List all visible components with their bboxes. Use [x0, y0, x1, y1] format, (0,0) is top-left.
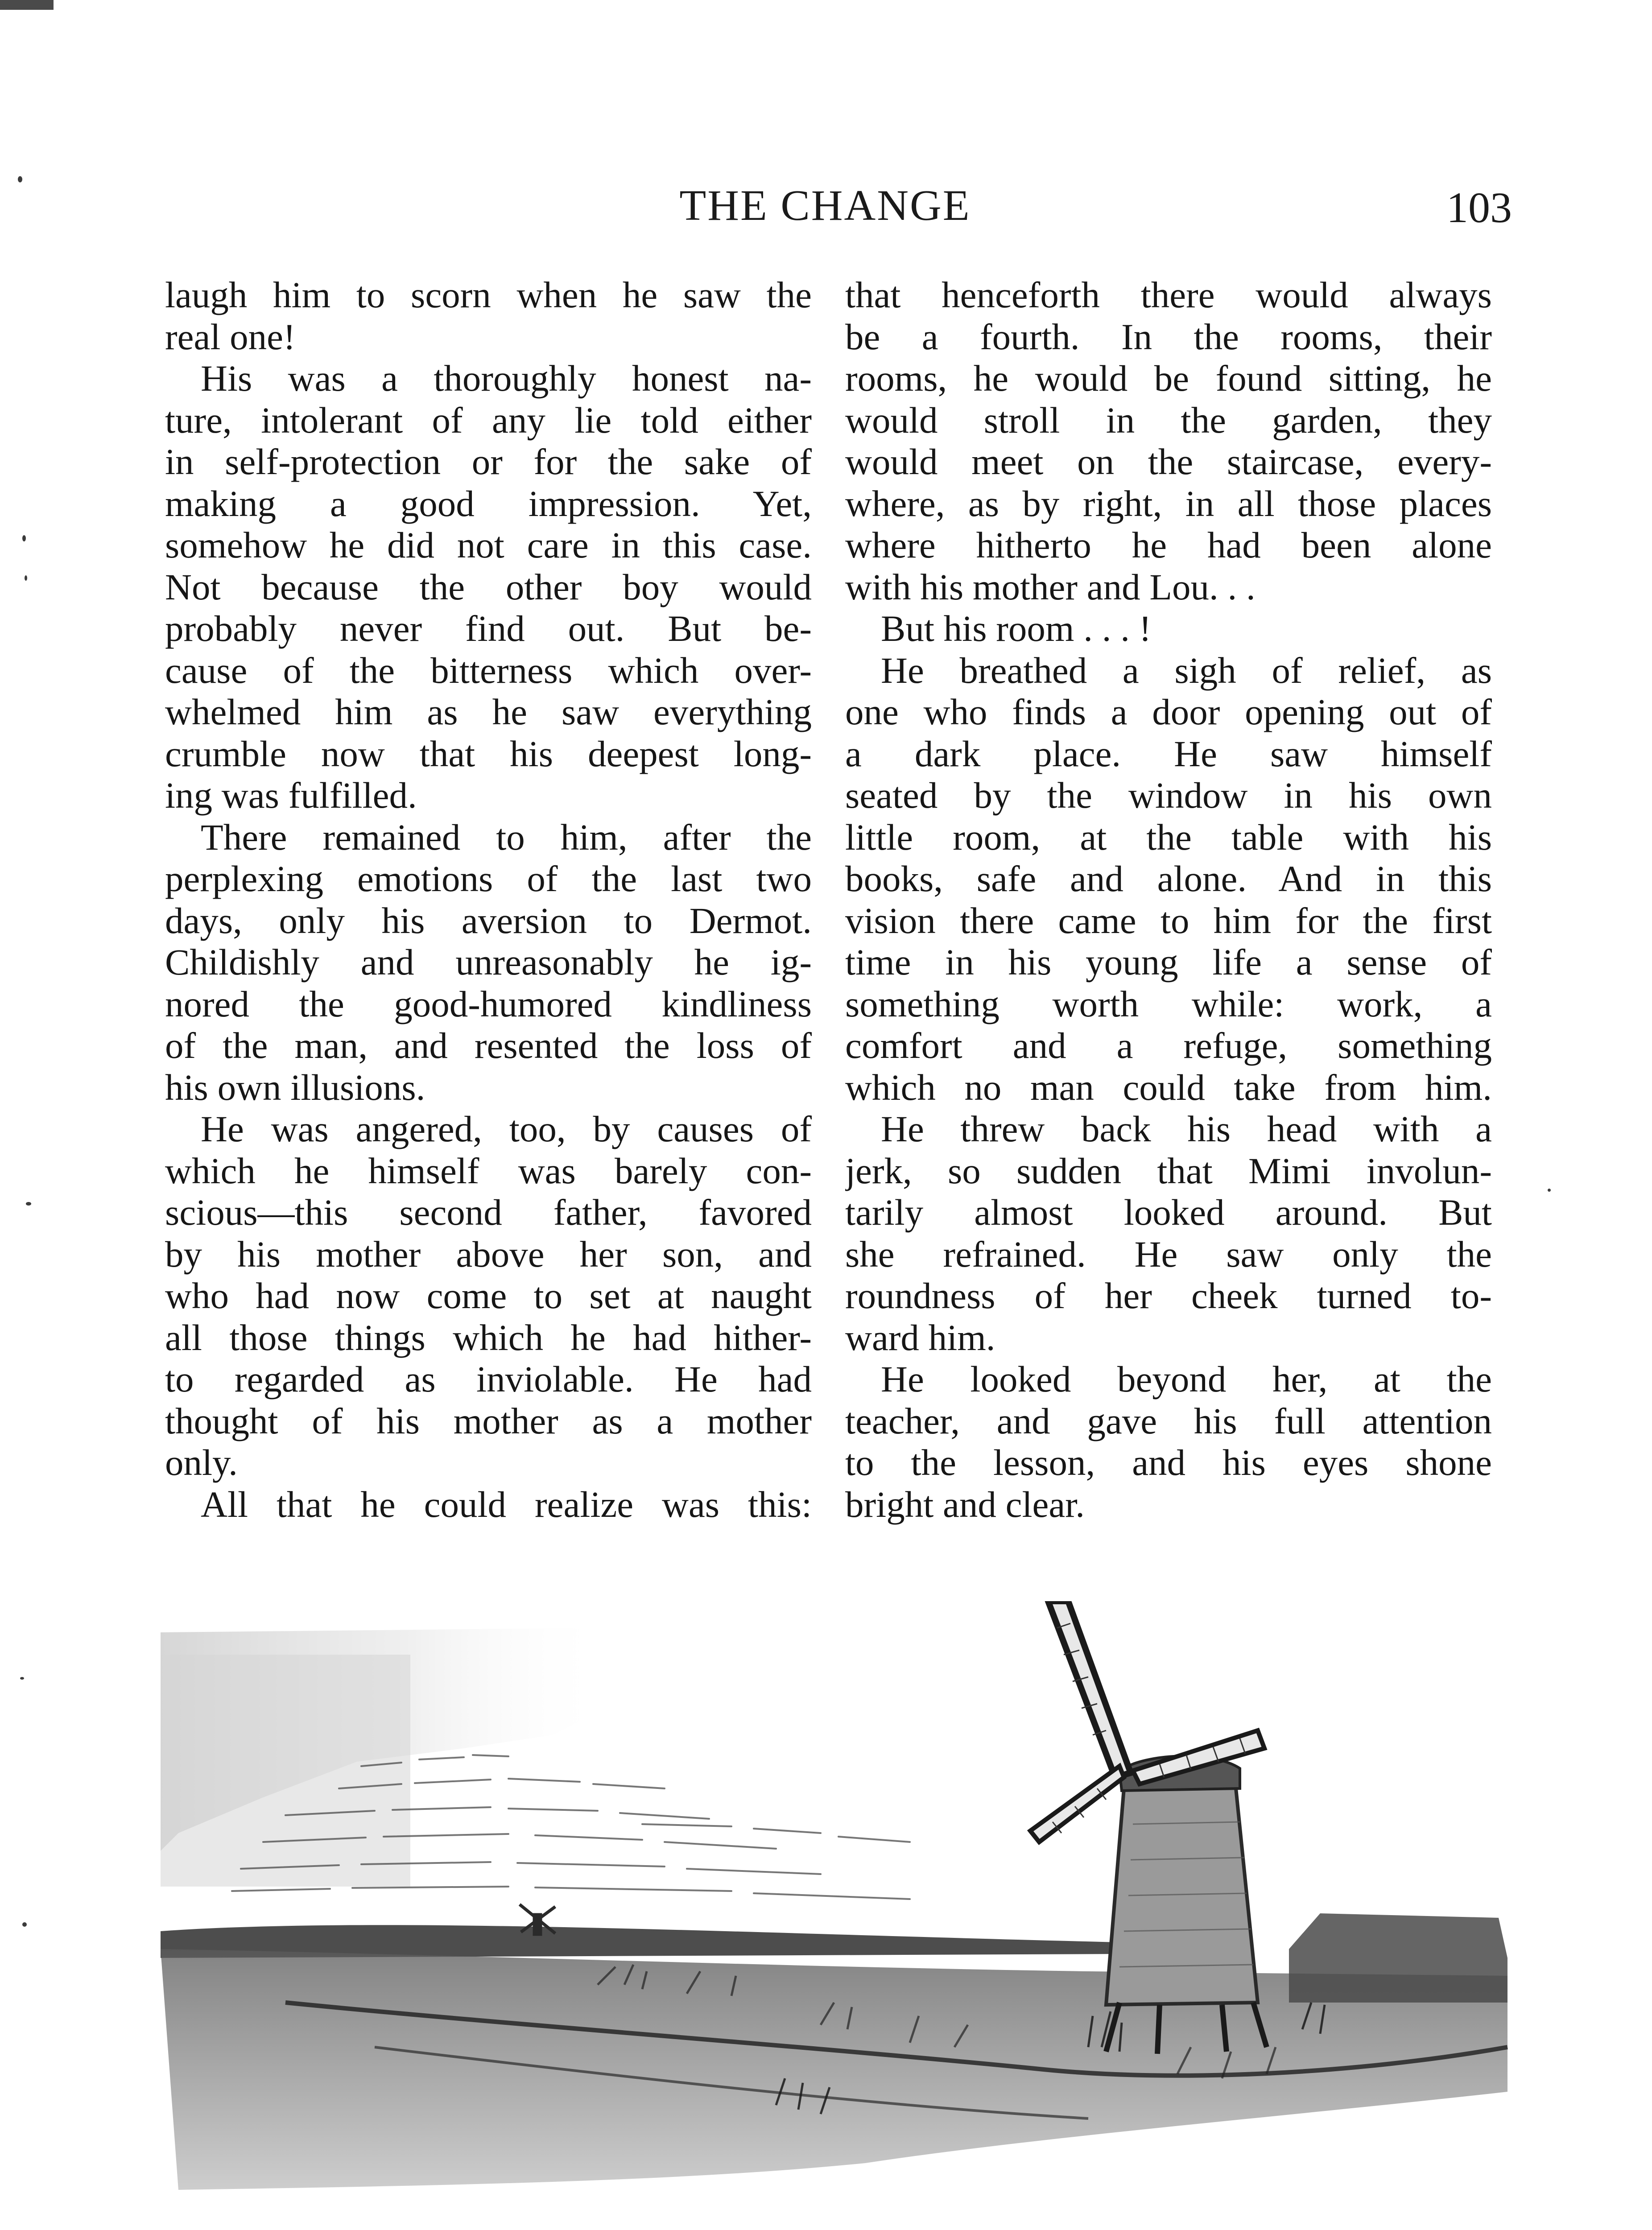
- text-line: Not because the other boy would: [165, 566, 812, 607]
- text-line: his own illusions.: [165, 1066, 425, 1108]
- text-line: whelmed him as he saw everything: [165, 691, 812, 732]
- scan-corner-mark: [0, 0, 54, 10]
- text-line: All that he could realize was this:: [201, 1483, 812, 1525]
- text-line: jerk, so sudden that Mimi involun-: [845, 1150, 1492, 1191]
- running-head-title: THE CHANGE: [679, 182, 971, 230]
- text-line: Childishly and unreasonably he ig-: [165, 942, 812, 983]
- scan-speck: [26, 1202, 31, 1206]
- text-line: books, safe and alone. And in this: [845, 858, 1492, 899]
- text-line: somehow he did not care in this case.: [165, 524, 812, 566]
- text-line: only.: [165, 1442, 238, 1483]
- text-line: He threw back his head with a: [881, 1108, 1492, 1149]
- windmill-illustration: [152, 1601, 1516, 2230]
- text-line: something worth while: work, a: [845, 983, 1492, 1024]
- text-line: crumble now that his deepest long-: [165, 733, 812, 774]
- text-line: roundness of her cheek turned to-: [845, 1275, 1492, 1316]
- text-line: cause of the bitterness which over-: [165, 649, 812, 691]
- text-line: to the lesson, and his eyes shone: [845, 1442, 1492, 1483]
- text-line: nored the good-humored kindliness: [165, 983, 812, 1024]
- text-line: one who finds a door opening out of: [845, 691, 1492, 732]
- text-line: thought of his mother as a mother: [165, 1400, 812, 1441]
- text-line: with his mother and Lou. . .: [845, 566, 1256, 607]
- text-line: in self-protection or for the sake of: [165, 441, 812, 482]
- scan-speck: [25, 575, 27, 581]
- text-line: which no man could take from him.: [845, 1066, 1492, 1108]
- text-line: all those things which he had hither-: [165, 1317, 812, 1358]
- text-line: He was angered, too, by causes of: [201, 1108, 812, 1149]
- text-line: rooms, he would be found sitting, he: [845, 358, 1492, 399]
- text-line: to regarded as inviolable. He had: [165, 1359, 812, 1400]
- text-line: who had now come to set at naught: [165, 1275, 812, 1316]
- text-line: time in his young life a sense of: [845, 942, 1492, 983]
- text-line: where, as by right, in all those places: [845, 483, 1492, 524]
- text-line: a dark place. He saw himself: [845, 733, 1492, 774]
- text-line: comfort and a refuge, something: [845, 1025, 1492, 1066]
- text-line: would meet on the staircase, every-: [845, 441, 1492, 482]
- text-line: seated by the window in his own: [845, 775, 1492, 816]
- text-line: days, only his aversion to Dermot.: [165, 900, 812, 941]
- scan-speck: [20, 1677, 24, 1680]
- text-line: He looked beyond her, at the: [881, 1359, 1492, 1400]
- text-line: tarily almost looked around. But: [845, 1192, 1492, 1233]
- scan-speck: [1548, 1189, 1551, 1192]
- text-line: by his mother above her son, and: [165, 1233, 812, 1275]
- text-line: scious—this second father, favored: [165, 1192, 812, 1233]
- scan-speck: [22, 535, 26, 541]
- text-column-right: [845, 274, 1492, 1525]
- text-line: of the man, and resented the loss of: [165, 1025, 812, 1066]
- text-line: His was a thoroughly honest na-: [201, 358, 812, 399]
- text-line: which he himself was barely con-: [165, 1150, 812, 1191]
- text-line: would stroll in the garden, they: [845, 399, 1492, 441]
- text-line: laugh him to scorn when he saw the: [165, 274, 812, 315]
- page-number: 103: [1446, 184, 1512, 232]
- distant-windmill: [520, 1904, 555, 1936]
- text-line: ture, intolerant of any lie told either: [165, 399, 812, 441]
- text-line: where hitherto he had been alone: [845, 524, 1492, 566]
- text-line: she refrained. He saw only the: [845, 1233, 1492, 1275]
- text-line: vision there came to him for the first: [845, 900, 1492, 941]
- text-line: little room, at the table with his: [845, 816, 1492, 858]
- text-line: perplexing emotions of the last two: [165, 858, 812, 899]
- text-line: be a fourth. In the rooms, their: [845, 316, 1492, 357]
- text-line: ing was fulfilled.: [165, 775, 417, 816]
- text-column-left: [165, 274, 812, 1525]
- text-line: ward him.: [845, 1317, 995, 1358]
- text-line: But his room . . . !: [881, 608, 1152, 649]
- text-line: teacher, and gave his full attention: [845, 1400, 1492, 1441]
- text-line: bright and clear.: [845, 1483, 1085, 1525]
- text-line: He breathed a sigh of relief, as: [881, 649, 1492, 691]
- scan-speck: [22, 1922, 27, 1927]
- text-line: real one!: [165, 316, 296, 357]
- text-line: that henceforth there would always: [845, 274, 1492, 315]
- text-line: making a good impression. Yet,: [165, 483, 812, 524]
- text-line: There remained to him, after the: [201, 816, 812, 858]
- text-line: probably never find out. But be-: [165, 608, 812, 649]
- scan-speck: [18, 176, 22, 182]
